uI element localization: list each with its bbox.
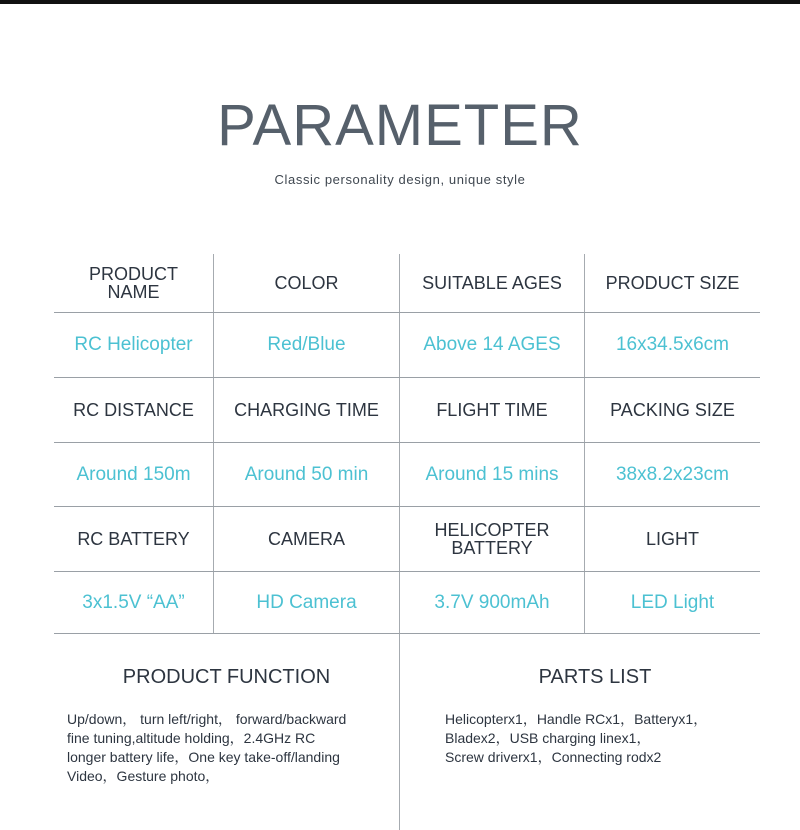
table-value-cell: Red/Blue (267, 334, 346, 355)
table-value-cell: Around 15 mins (425, 463, 559, 485)
table-header-cell: LIGHT (645, 529, 699, 549)
table-header-cell: PRODUCT SIZE (605, 273, 740, 293)
parameter-table (54, 254, 760, 634)
parts-list-title: PARTS LIST (538, 666, 652, 688)
table-value-cell: 16x34.5x6cm (615, 334, 729, 355)
table-value-cell: 38x8.2x23cm (615, 463, 729, 485)
table-header-cell: HELICOPTER BATTERY (434, 520, 550, 558)
table-divider (54, 633, 760, 634)
table-header-cell: PACKING SIZE (610, 400, 735, 420)
table-header-cell: RC BATTERY (77, 529, 190, 549)
table-value-cell: 3x1.5V “AA” (82, 591, 185, 613)
table-header-cell: CHARGING TIME (234, 400, 379, 420)
section-divider (399, 634, 400, 830)
table-header-cell: PRODUCT NAME (89, 264, 178, 302)
parts-list-text: Helicopterx1，Handle RCx1，Batteryx1， Bladex2，USB charging linex1， Screw driverx1，Connecting rodx2 (445, 711, 708, 765)
table-value-cell: Around 50 min (244, 463, 369, 485)
table-value-cell: HD Camera (256, 591, 357, 613)
table-header-cell: COLOR (274, 273, 339, 293)
top-border (0, 0, 800, 4)
page-title: PARAMETER (217, 93, 583, 158)
page-subtitle: Classic personality design, unique style (274, 172, 526, 187)
table-value-cell: LED Light (630, 591, 715, 613)
table-header-cell: SUITABLE AGES (422, 273, 562, 293)
table-value-cell: Around 150m (76, 463, 191, 485)
table-header-cell: FLIGHT TIME (436, 400, 548, 420)
table-value-cell: RC Helicopter (74, 334, 193, 355)
table-header-cell: RC DISTANCE (73, 400, 194, 420)
table-value-cell: Above 14 AGES (423, 334, 561, 355)
table-value-cell: 3.7V 900mAh (434, 591, 550, 613)
product-function-text: Up/down， turn left/right， forward/backward fine tuning,altitude holding，2.4GHz RC longer battery life，One key take-off/landing Video，Gesture photo， (67, 711, 347, 784)
product-function-title: PRODUCT FUNCTION (122, 666, 331, 688)
table-header-cell: CAMERA (267, 529, 345, 549)
